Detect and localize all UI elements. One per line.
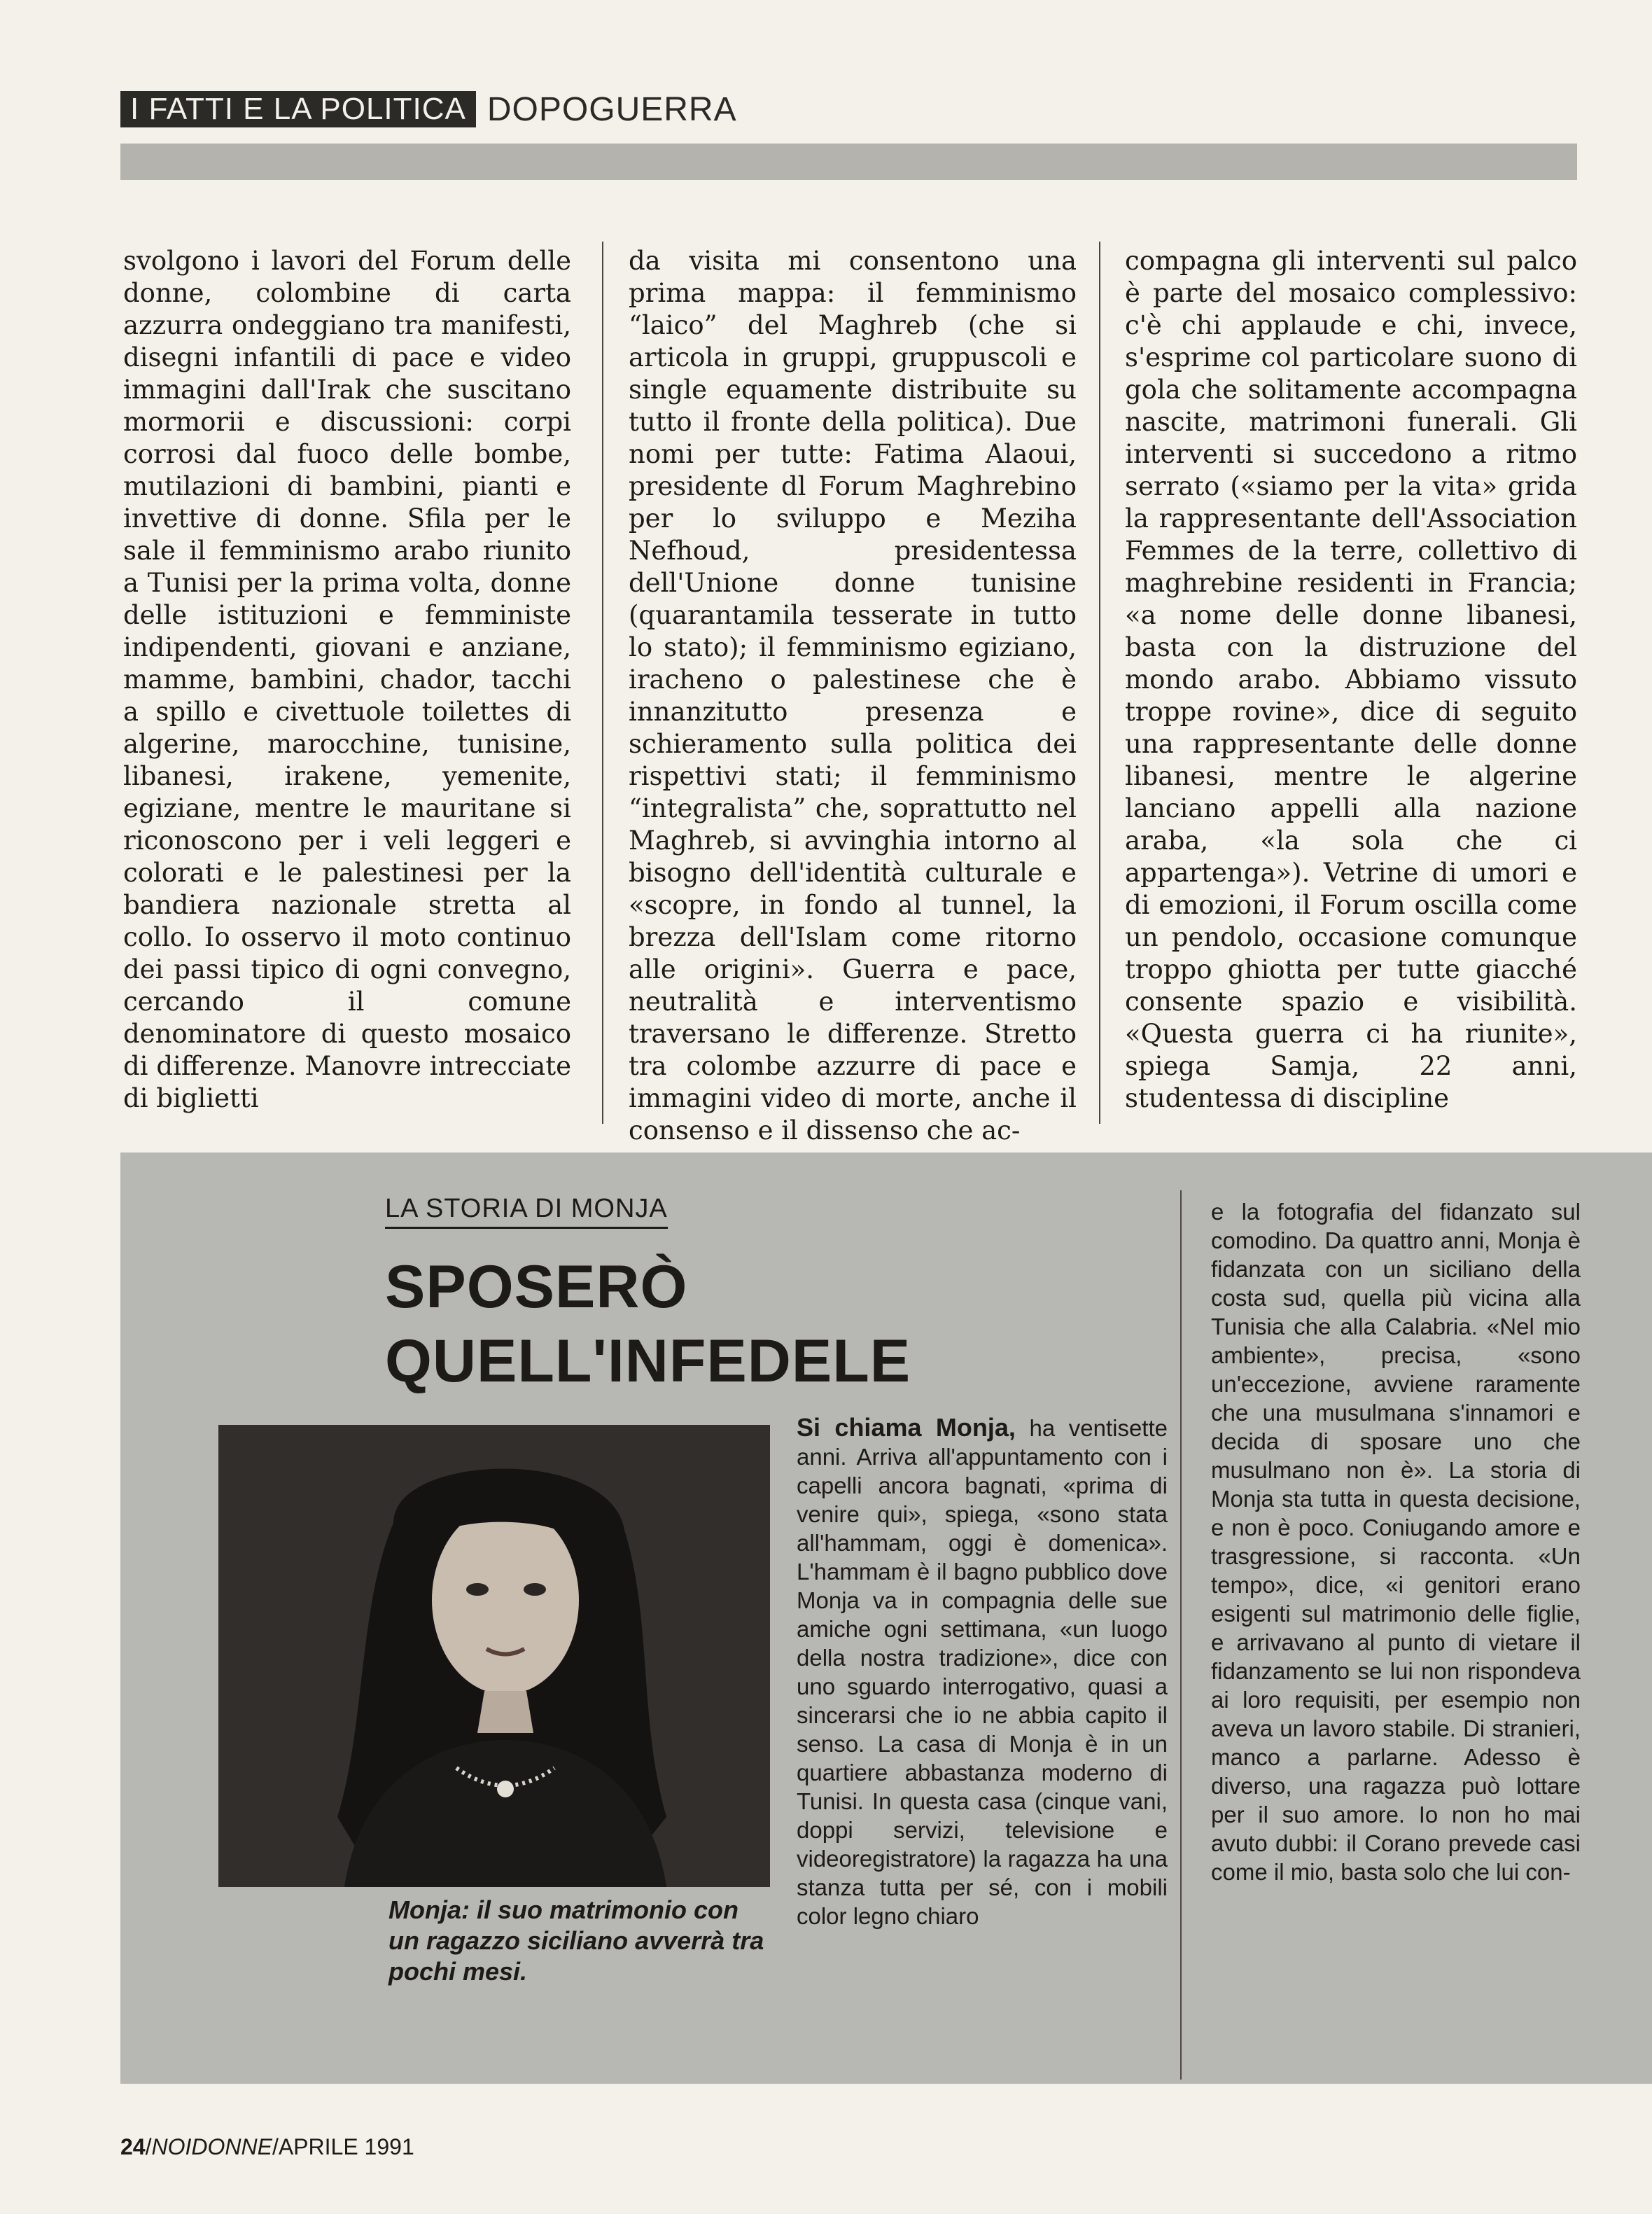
sidebar-body: ha ventisette anni. Arriva all'appuntamento con i capelli ancora bagnati, «prima di venire qui», spiega, «sono stata all'hammam, oggi è domenica». L'hammam è il bagno pubblico dove Monja va in compagnia delle sue amiche ogni settimana, «un luogo della nostra tradizione», dice con uno sguardo interrogativo, quasi a sincerarsi che io ne abbia capito il senso. La casa di Monja è in un quartiere abbastanza moderno di Tunisi. In questa casa (cinque vani, doppi servizi, televisione e videoregistratore) la ragazza ha una stanza tutta per sé, con i mobili color legno chiaro: [797, 1415, 1168, 1929]
sidebar-kicker: LA STORIA DI MONJA: [385, 1194, 668, 1229]
rubric-label: I FATTI E LA POLITICA: [120, 91, 476, 127]
issue-date: APRILE 1991: [278, 2134, 414, 2159]
article-column-1: [123, 245, 571, 1162]
column-rule: [602, 242, 603, 1124]
page-header: [120, 91, 737, 127]
column-rule: [1099, 242, 1100, 1124]
sidebar-lead: Si chiama Monja,: [797, 1413, 1016, 1442]
section-label: DOPOGUERRA: [486, 90, 737, 128]
header-band: [120, 144, 1577, 180]
article-column-2: [629, 245, 1077, 1162]
sidebar-body: e la fotografia del fidanzato sul comodino. Da quattro anni, Monja è fidanzata con un siciliano della costa sud, quella più vicina alla Tunisia che alla Calabria. «Nel mio ambiente», precisa, «sono un'eccezione, avviene raramente che una musulmana s'innamori e decida di sposare uno che musulmano non è». La storia di Monja sta tutta in questa decisione, e non è poco. Coniugando amore e trasgressione, si racconta. «Un tempo», dice, «i genitori erano esigenti sul matrimonio delle figlie, e arrivavano al punto di vietare il fidanzamento se lui non rispondeva ai loro requisiti, per esempio non aveva un lavoro stabile. Di stranieri, manco a parlarne. Adesso è diverso, una ragazza può lottare per il suo amore. Io non ho mai avuto dubbi: il Corano prevede casi come il mio, basta solo che lui con-: [1211, 1199, 1581, 1885]
article-text: compagna gli interventi sul palco è parte del mosaico complessivo: c'è chi applaude e chi, invece, s'esprime col particolare suono di gola che solitamente accompagna nascite, matrimoni funerali. Gli interventi si succedono a ritmo serrato («siamo per la vita» grida la rappresentante dell'Association Femmes de la terre, collettivo di maghrebine residenti in Francia; «a nome delle donne libanesi, basta con la distruzione del mondo arabo. Abbiamo vissuto troppe rovine», dice di seguito una rappresentante delle donne libanesi, mentre le algerine lanciano appelli alla nazione araba, «la sola che ci appartenga»). Vetrine di umori e di emozioni, il Forum oscilla come un pendolo, occasione comunque troppo ghiotta per tutte giacché consente spazio e visibilità. «Questa guerra ci ha riunite», spiega Samja, 22 anni, studentessa di discipline: [1125, 246, 1577, 1113]
page-folio: 24/NOIDONNE/APRILE 1991: [120, 2134, 414, 2159]
article-text: svolgono i lavori del Forum delle donne, colombine di carta azzurra ondeggiano tra manifesti, disegni infantili di pace e video immagini dall'Irak che suscitano mormorii e discussioni: corpi corrosi dal fuoco delle bombe, mutilazioni di bambini, pianti e invettive di donne. Sfila per le sale il femminismo arabo riunito a Tunisi per la prima volta, donne delle istituzioni e femministe indipendenti, giovani e anziane, mamme, bambini, chador, tacchi a spillo e civettuole toilettes di algerine, marocchine, tunisine, libanesi, irakene, yemenite, egiziane, mentre le mauritane si riconoscono per i veli leggeri e colorati e le palestinesi per la bandiera nazionale stretta al collo. Io osservo il moto continuo dei passi tipico di ogni convegno, cercando il comune denominatore di questo mosaico di differenze. Manovre intrecciate di biglietti: [123, 246, 571, 1113]
page-number: 24: [120, 2134, 146, 2159]
headline-line: QUELL'INFEDELE: [385, 1328, 911, 1395]
sidebar-column-2: [1211, 1197, 1581, 2069]
sidebar-headline: [385, 1250, 911, 1398]
sidebar-rule: [1180, 1190, 1182, 2080]
article-text: da visita mi consentono una prima mappa: il femminismo “laico” del Maghreb (che si articola in gruppi, gruppuscoli e single equamente distribuite su tutto il fronte della politica). Due nomi per tutte: Fatima Alaoui, presidente dl Forum Maghrebino per lo sviluppo e Meziha Nefhoud, presidentessa dell'Unione donne tunisine (quarantamila tesserate in tutto lo stato); il femminismo egiziano, iracheno o palestinese che è innanzitutto presenza e schieramento sulla politica dei rispettivi stati; il femminismo “integralista” che, soprattutto nel Maghreb, si avvinghia intorno al bisogno dell'identità culturale e «scopre, in fondo al tunnel, la brezza dell'Islam come ritorno alle origini». Guerra e pace, neutralità e interventismo traversano le differenze. Stretto tra colombe azzurre di pace e immagini video di morte, anche il consenso e il dissenso che ac-: [629, 246, 1077, 1146]
sidebar-text: [797, 1413, 1168, 1930]
sidebar-column-1: [797, 1413, 1168, 2085]
magazine-name: NOIDONNE: [151, 2134, 272, 2159]
headline-line: SPOSERÒ: [385, 1253, 688, 1321]
photo-caption: Monja: il suo matrimonio con un ragazzo siciliano avverrà tra pochi mesi.: [388, 1895, 764, 1986]
article-column-3: [1125, 245, 1577, 1162]
portrait-photo: [218, 1425, 770, 1887]
